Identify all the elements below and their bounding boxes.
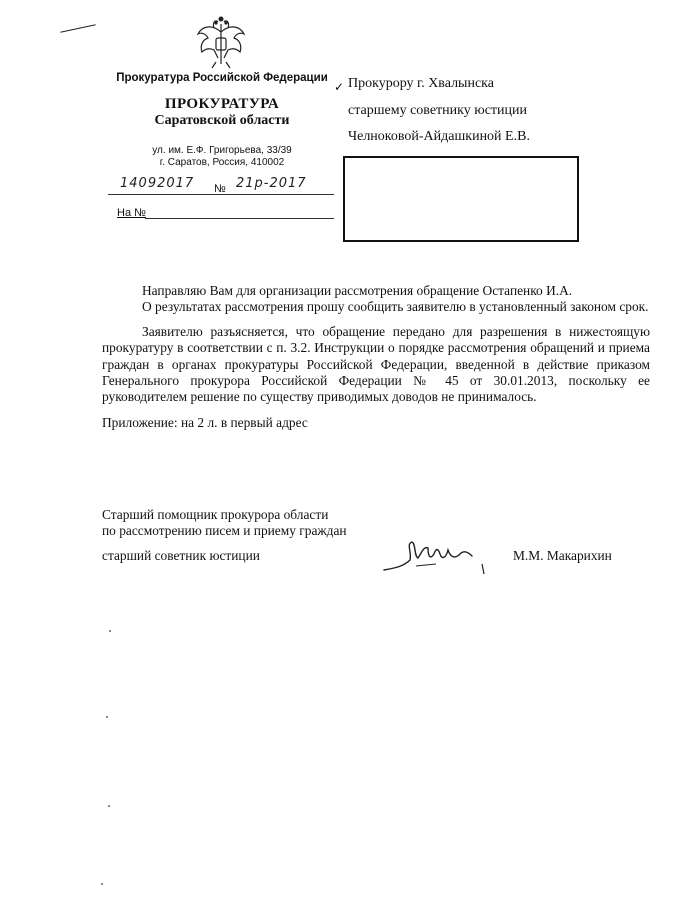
scan-pen-mark xyxy=(60,24,95,32)
office-region: Саратовской области xyxy=(154,113,290,128)
registration-number: 21р-2017 xyxy=(236,176,307,191)
reference-label: На № xyxy=(117,207,146,219)
attachment-note: Приложение: на 2 л. в первый адрес xyxy=(102,414,308,430)
address-city: г. Саратов, Россия, 410002 xyxy=(159,157,285,168)
signer-rank: старший советник юстиции xyxy=(102,548,260,563)
eagle-emblem-icon xyxy=(192,14,250,72)
signer-name: М.М. Макарихин xyxy=(513,548,612,563)
address-street: ул. им. Е.Ф. Григорьева, 33/39 xyxy=(152,145,292,156)
office-title: ПРОКУРАТУРА xyxy=(164,96,280,112)
signer-position-1: Старший помощник прокурора области xyxy=(102,507,329,522)
letter-body xyxy=(102,283,650,431)
body-paragraph-2: О результатах рассмотрения прошу сообщить заявителю в установленный законом срок. xyxy=(142,299,649,315)
organization-name: Прокуратура Российской Федерации xyxy=(116,72,328,84)
recipient-rank: старшему советнику юстиции xyxy=(348,103,527,118)
recipient-position: Прокурору г. Хвалынска xyxy=(348,76,494,91)
reference-line xyxy=(145,218,334,219)
registration-date: 14092017 xyxy=(120,176,195,191)
body-paragraph-1: Направляю Вам для организации рассмотрения обращение Остапенко И.А. xyxy=(142,283,573,298)
registration-number-label: № xyxy=(214,183,226,195)
body-paragraph-3: Заявителю разъясняется, что обращение передано для разрешения в нижестоящую прокуратуру в соответствии с п. 3.2. Инструкции о порядке рассмотрения обращений и приема граждан в органах прокуратуры Российской Федерации, введенной в действие приказом Генерального прокурора Российской Федерации № 45 от 30.01.2013, поскольку ее руководителем решение по существу приводимых доводов не принималось. xyxy=(102,323,650,405)
checkmark-icon: ✓ xyxy=(334,80,345,94)
signer-position-2: по рассмотрению писем и приему граждан xyxy=(102,523,347,538)
registration-line xyxy=(108,194,334,195)
signature-icon xyxy=(376,530,492,578)
recipient-name: Челноковой-Айдашкиной Е.В. xyxy=(348,129,530,144)
redaction-box xyxy=(343,156,579,242)
